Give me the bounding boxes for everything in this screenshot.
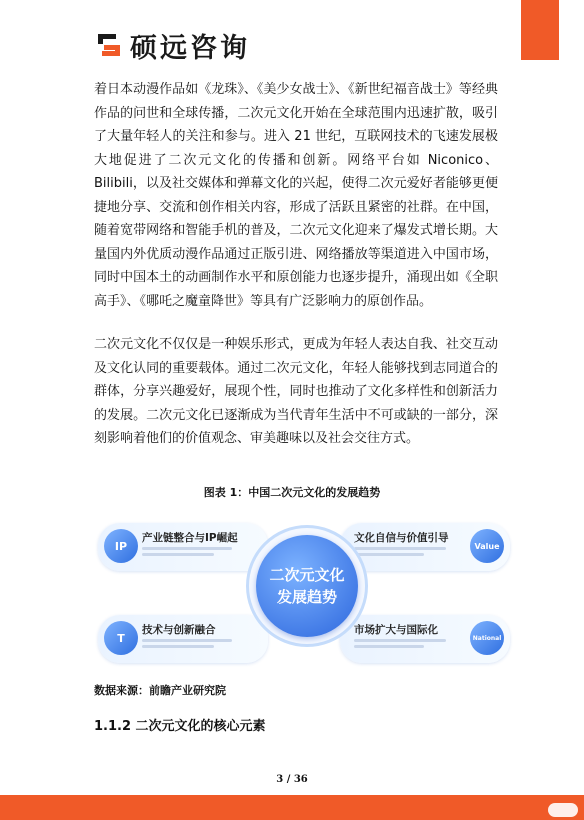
section-heading: 1.1.2 二次元文化的核心元素 (94, 719, 266, 734)
card-description-line (354, 547, 446, 550)
value-badge-icon: Value (470, 529, 504, 563)
card-title: 技术与创新融合 (142, 624, 216, 636)
page-number: 3 / 36 (276, 774, 308, 785)
card-culture-value (340, 523, 510, 571)
card-description-line (354, 645, 424, 648)
card-industry-ip (98, 523, 268, 571)
card-description-line (142, 639, 232, 642)
card-description-line (142, 547, 232, 550)
card-description-line (142, 553, 214, 556)
card-market-international (340, 615, 510, 663)
body-paragraph-2: 二次元文化不仅仅是一种娱乐形式，更成为年轻人表达自我、社交互动及文化认同的重要载体。通过二次元文化，年轻人能够找到志同道合的群体，分享兴趣爱好，展现个性，同时也推动了文化多样性和创新活力的发展。二次元文化已逐渐成为当代青年生活中不可或缺的一部分，深刻影响着他们的价值观念、审美趣味以及社会交往方式。 (94, 337, 498, 446)
center-hub (256, 535, 358, 637)
card-title: 产业链整合与IP崛起 (142, 532, 238, 544)
card-description-line (142, 645, 214, 648)
card-title: 市场扩大与国际化 (354, 624, 438, 636)
footer-bar (0, 795, 584, 820)
figure-caption: 图表 1：中国二次元文化的发展趋势 (203, 486, 381, 499)
card-tech-innovation (98, 615, 268, 663)
card-title: 文化自信与价值引导 (354, 532, 449, 544)
brand-logo (96, 25, 250, 65)
tech-badge-icon: T (104, 621, 138, 655)
ip-badge-icon: IP (104, 529, 138, 563)
watermark-badge (548, 803, 578, 817)
center-title-line-2: 发展趋势 (276, 588, 337, 606)
card-description-line (354, 553, 424, 556)
card-description-line (354, 639, 446, 642)
body-paragraph-1: 着日本动漫作品如《龙珠》、《美少女战士》、《新世纪福音战士》等经典作品的问世和全球传播，二次元文化开始在全球范围内迅速扩散，吸引了大量年轻人的关注和参与。进入 21 世纪，互联网技术的飞速发展极大地促进了二次元文化的传播和创新。网络平台如 Niconico、Bilibili，以及社交媒体和弹幕文化的兴起，使得二次元爱好者能够更便捷地分享、交流和创作相关内容，形成了活跃且紧密的社群。在中国，随着宽带网络和智能手机的普及，二次元文化迎来了爆发式增长期。大量国内外优质动漫作品通过正版引进、网络播放等渠道进入中国市场，同时中国本土的动画制作水平和原创能力也逐步提升，涌现出如《全职高手》、《哪吒之魔童降世》等具有广泛影响力的原创作品。 (94, 82, 498, 309)
data-source: 数据来源：前瞻产业研究院 (94, 684, 226, 697)
brand-logo-icon (96, 32, 122, 58)
national-badge-icon: National (470, 621, 504, 655)
brand-name: 硕远咨询 (130, 32, 250, 64)
center-title-line-1: 二次元文化 (269, 566, 345, 584)
header-accent-block (521, 0, 559, 60)
trend-diagram (98, 515, 510, 670)
